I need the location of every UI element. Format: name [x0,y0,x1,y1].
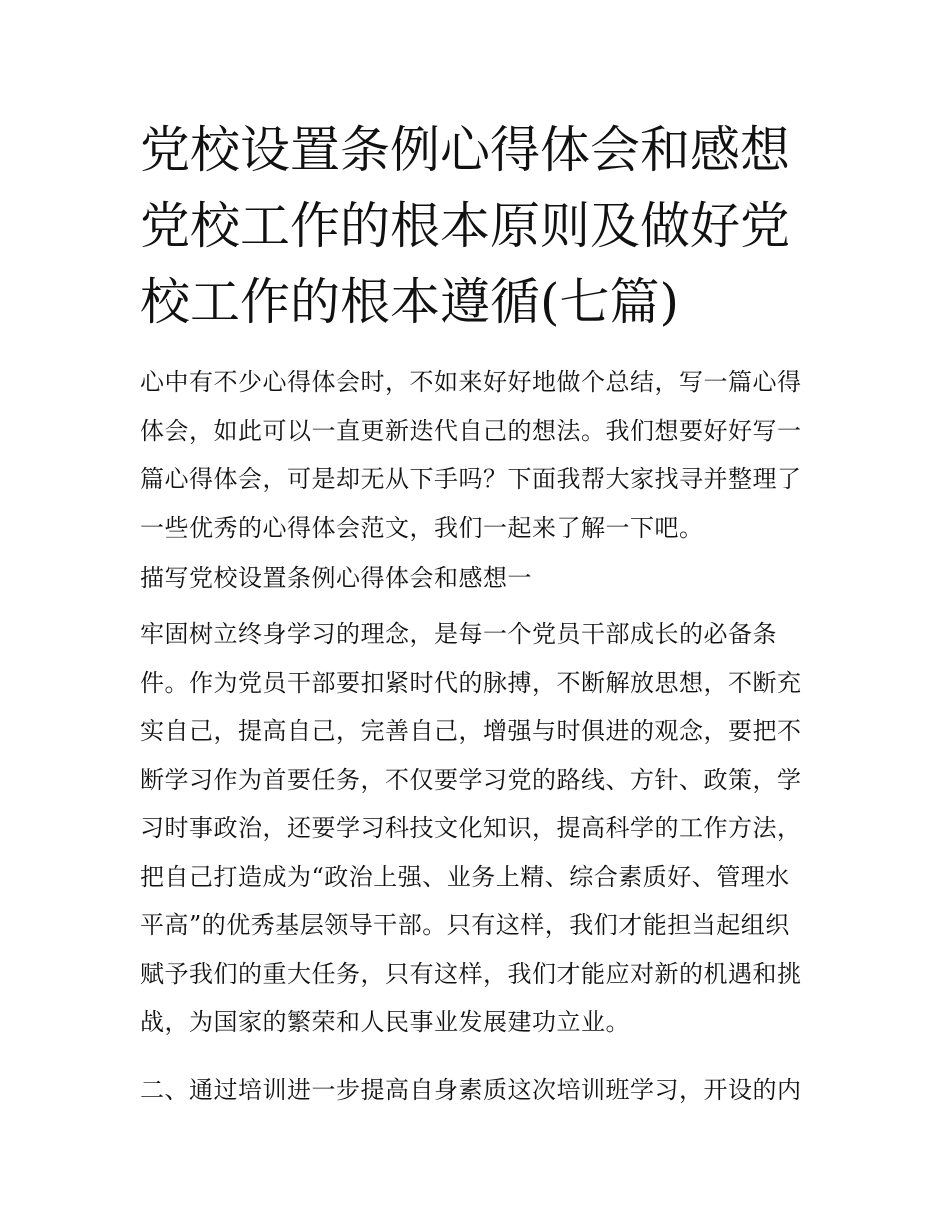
text-line: 篇心得体会，可是却无从下手吗？下面我帮大家找寻并整理了 [140,465,802,493]
document-title [140,112,820,340]
text-line: 心中有不少心得体会时，不如来好好地做个总结，写一篇心得 [140,368,802,396]
text-line: 体会，如此可以一直更新迭代自己的想法。我们想要好好写一 [140,416,802,445]
section-heading [140,558,812,598]
intro-paragraph [140,358,812,552]
text-line: 牢固树立终身学习的理念，是每一个党员干部成长的必备条 [140,620,777,648]
text-line: 赋予我们的重大任务，只有这样，我们才能应对新的机遇和挑 [140,959,802,988]
text-line: 一些优秀的心得体会范文，我们一起来了解一下吧。 [140,513,704,542]
text-line: 习时事政治，还要学习科技文化知识，提高科学的工作方法， [140,814,802,842]
title-line: 党校设置条例心得体会和感想 [140,121,790,179]
body-paragraph-1 [140,610,812,1047]
text-line: 把自己打造成为“政治上强、业务上精、综合素质好、管理水 [140,862,790,891]
section-heading-text: 描写党校设置条例心得体会和感想一 [140,564,532,592]
text-line: 战，为国家的繁荣和人民事业发展建功立业。 [140,1008,630,1036]
body-paragraph-2 [140,1066,812,1114]
title-line: 校工作的根本遵循(七篇) [140,273,680,331]
text-line: 件。作为党员干部要扣紧时代的脉搏，不断解放思想，不断充 [140,668,802,697]
title-line: 党校工作的根本原则及做好党 [140,197,790,255]
text-line: 二、通过培训进一步提高自身素质这次培训班学习，开设的内 [140,1076,802,1104]
text-line: 断学习作为首要任务，不仅要学习党的路线、方针、政策，学 [140,765,802,794]
text-line: 平高”的优秀基层领导干部。只有这样，我们才能担当起组织 [140,911,790,939]
text-line: 实自己，提高自己，完善自己，增强与时俱进的观念，要把不 [140,717,802,745]
